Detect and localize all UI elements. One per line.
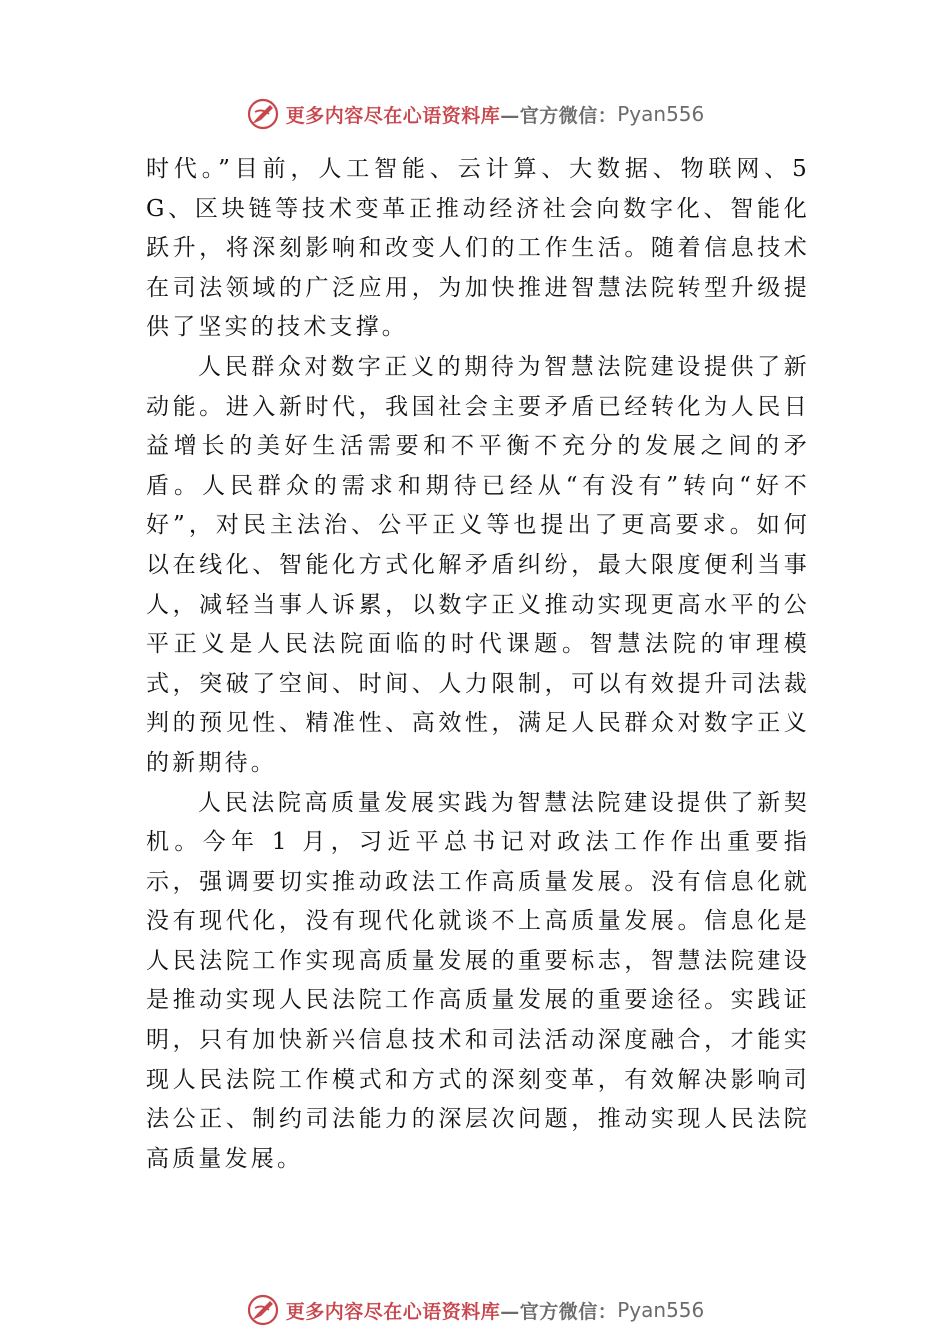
- banner-title: 更多内容尽在心语资料库: [285, 104, 501, 127]
- banner-separator: —官方微信：: [500, 104, 618, 127]
- paragraph-1: 时代。”目前，人工智能、云计算、大数据、物联网、5G、区块链等技术变革正推动经济社会向数字化、智能化跃升，将深刻影响和改变人们的工作生活。随着信息技术在司法领域的广泛应用，为加快推进智慧法院转型升级提供了坚实的技术支撑。: [146, 156, 810, 341]
- banner-account-id: Pyan556: [617, 1298, 705, 1322]
- banner-separator: —官方微信：: [500, 1300, 618, 1323]
- banner-account-id: Pyan556: [617, 102, 705, 126]
- pen-circle-logo-icon: [246, 97, 280, 131]
- document-body: [146, 150, 810, 1179]
- banner-title: 更多内容尽在心语资料库: [285, 1300, 501, 1323]
- footer-banner: [0, 1288, 950, 1332]
- pen-circle-logo-icon: [246, 1293, 280, 1327]
- header-banner: [0, 92, 950, 136]
- paragraph-3: 人民法院高质量发展实践为智慧法院建设提供了新契机。今年 1 月，习近平总书记对政法工作作出重要指示，强调要切实推动政法工作高质量发展。没有信息化就没有现代化，没有现代化就谈不上高质量发展。信息化是人民法院工作实现高质量发展的重要标志，智慧法院建设是推动实现人民法院工作高质量发展的重要途径。实践证明，只有加快新兴信息技术和司法活动深度融合，才能实现人民法院工作模式和方式的深刻变革，有效解决影响司法公正、制约司法能力的深层次问题，推动实现人民法院高质量发展。: [146, 789, 810, 1172]
- paragraph-2: 人民群众对数字正义的期待为智慧法院建设提供了新动能。进入新时代，我国社会主要矛盾已经转化为人民日益增长的美好生活需要和不平衡不充分的发展之间的矛盾。人民群众的需求和期待已经从“有没有”转向“好不好”，对民主法治、公平正义等也提出了更高要求。如何以在线化、智能化方式化解矛盾纠纷，最大限度便利当事人，减轻当事人诉累，以数字正义推动实现更高水平的公平正义是人民法院面临的时代课题。智慧法院的审理模式，突破了空间、时间、人力限制，可以有效提升司法裁判的预见性、精准性、高效性，满足人民群众对数字正义的新期待。: [146, 353, 810, 776]
